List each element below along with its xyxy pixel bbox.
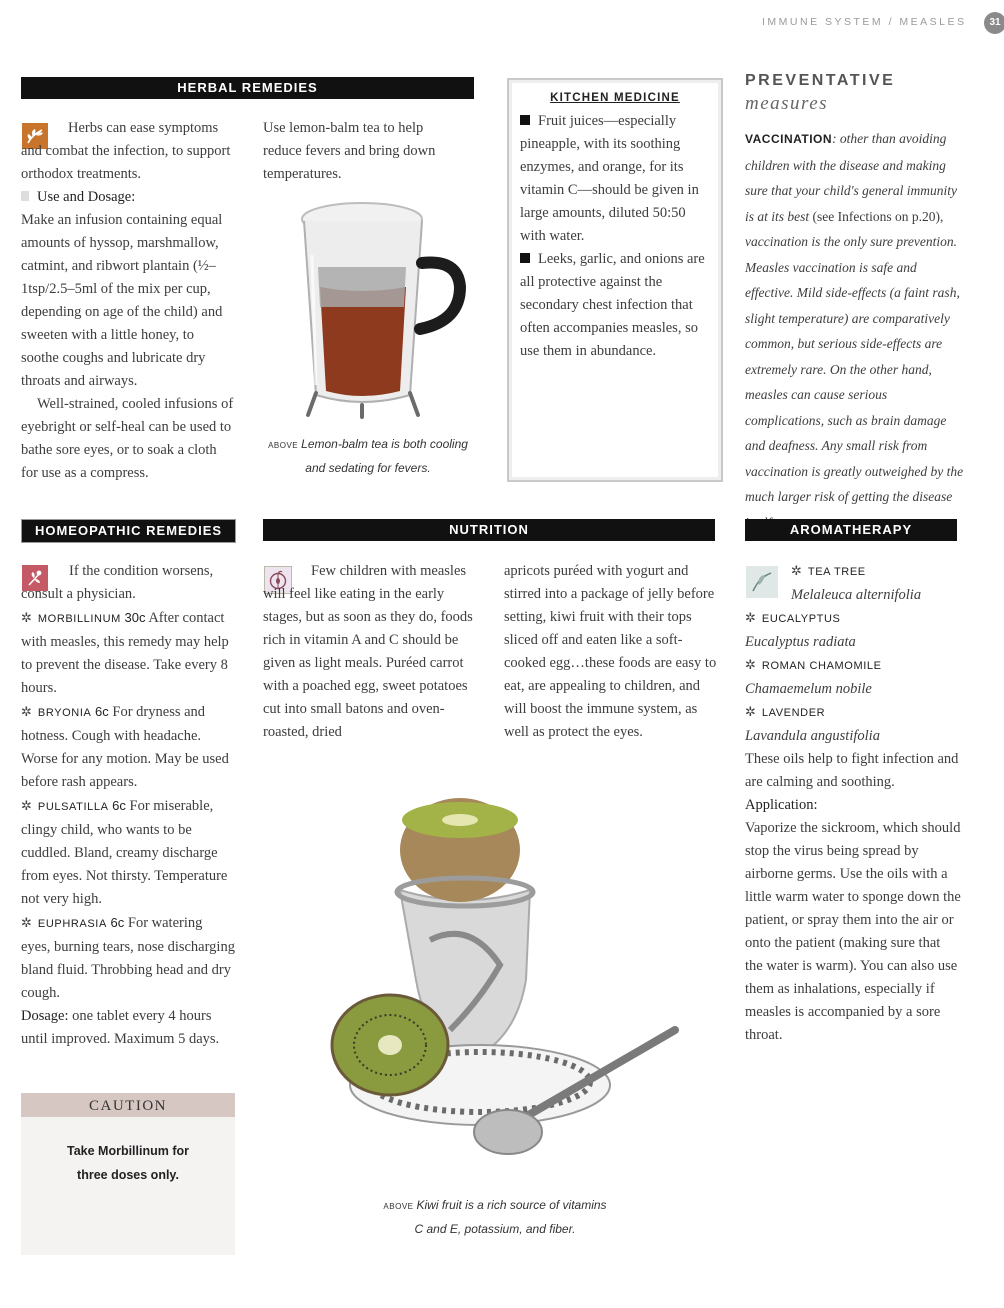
homeopathic-intro: If the condition worsens, consult a physician. (21, 563, 214, 602)
oil-lavender (745, 701, 961, 725)
remedy-pulsatilla-potency: 6c (112, 798, 126, 813)
vaccination-label: VACCINATION (745, 132, 833, 146)
remedy-pulsatilla (21, 794, 235, 911)
tea-caption-text: Lemon-balm tea is both cooling and sedating for fevers. (301, 437, 468, 475)
oil-roman-chamomile (745, 654, 961, 678)
dosage-label: Dosage: (21, 1008, 69, 1024)
nutrition-column-1: Few children with measles will feel like eating in the early stages, but as soon as they do, foods rich in vitamin A and C should be given as light meals. Puréed carrot with a poached egg, sweet potatoes cut into small batons and oven-roasted, dried (263, 563, 473, 740)
herbal-intro: Herbs can ease symptoms and combat the infection, to support orthodox treatments. (21, 120, 231, 182)
nutrition-heading: NUTRITION (263, 519, 715, 541)
remedy-bullet-icon: ✲ (21, 705, 32, 720)
preventative-subtitle: measures (745, 93, 829, 114)
oil-roman-chamomile-latin: Chamaemelum nobile (745, 681, 872, 697)
oil-eucalyptus-latin: Eucalyptus radiata (745, 634, 856, 650)
square-bullet-icon (520, 115, 530, 125)
oil-eucalyptus (745, 607, 961, 631)
caution-text: Take Morbillinum for three doses only. (67, 1144, 189, 1182)
lemon-balm-text: Use lemon-balm tea to help reduce fevers and bring down temperatures. (263, 120, 436, 182)
homeopathic-remedies-heading: HOMEOPATHIC REMEDIES (21, 519, 236, 543)
remedy-bullet-icon: ✲ (21, 799, 32, 814)
kitchen-item-leeks (520, 248, 706, 363)
kiwi-caption-label: ABOVE (383, 1202, 414, 1211)
oil-roman-chamomile-name: ROMAN CHAMOMILE (761, 660, 882, 672)
remedy-bullet-icon: ✲ (21, 611, 32, 626)
application-text: Vaporize the sickroom, which should stop the virus being spread by airborne germs. Use the oils with a little warm water to sponge down the patient, or spray them into the air or onto the patient (making sure that the water is warm). You can also use them as inhalations, especially if measles is accompanied by a sore throat. (745, 820, 961, 1043)
remedy-pulsatilla-text: For miserable, clingy child, who wants to be cuddled. Bland, creamy discharge from eyes. Not thirsty. Temperature not very high. (21, 798, 228, 907)
remedy-euphrasia-potency: 6c (110, 915, 125, 930)
lemon-balm-tea-image (290, 195, 470, 425)
kitchen-medicine-heading: KITCHEN MEDICINE (550, 92, 680, 104)
herbal-infusion-text: Make an infusion containing equal amounts of hyssop, marshmallow, catmint, and ribwort plantain (½–1tsp/2.5–5ml of the mix per cup, depending on age of the child) and sweeten with a little honey, to soothe coughs and lubricate dry throats and airways. (21, 212, 223, 389)
oil-bullet-icon: ✲ (745, 658, 756, 673)
remedy-morbillinum (21, 606, 235, 700)
remedy-bryonia-name: BRYONIA (37, 707, 92, 719)
oil-tea-tree-latin: Melaleuca alternifolia (791, 587, 922, 603)
remedy-morbillinum-name: MORBILLINUM (37, 613, 121, 625)
oil-bullet-icon: ✲ (745, 611, 756, 626)
caution-band (21, 1093, 235, 1117)
page-number: 31 (989, 17, 1001, 28)
kitchen-item-fruit (520, 110, 706, 248)
oil-bullet-icon: ✲ (745, 705, 756, 720)
nutrition-column-2: apricots puréed with yogurt and stirred into a package of jelly before setting, kiwi fruit with their tops sliced off and eaten like a soft-cooked egg…these foods are easy to eat, are appealing to children, and will boost the immune system, as well as protect the eyes. (504, 563, 717, 740)
remedy-bullet-icon: ✲ (21, 916, 32, 931)
remedy-morbillinum-text: After contact with measles, this remedy may help to prevent the disease. Take every 8 hours. (21, 610, 229, 696)
square-bullet-icon (520, 253, 530, 263)
tea-caption (263, 433, 473, 479)
remedy-bryonia-potency: 6c (95, 704, 109, 719)
oil-bullet-icon: ✲ (791, 564, 802, 579)
remedy-bryonia (21, 700, 235, 794)
use-dosage-label (21, 186, 235, 209)
remedy-bryonia-text: For dryness and hotness. Cough with headache. Worse for any motion. May be used before rash appears. (21, 704, 229, 790)
vaccination-text-2: (see Infections on p.20), (812, 208, 944, 224)
oil-eucalyptus-name: EUCALYPTUS (761, 613, 841, 625)
aromatherapy-heading: AROMATHERAPY (745, 519, 957, 541)
running-title: IMMUNE SYSTEM / MEASLES (762, 16, 967, 28)
remedy-morbillinum-potency: 30c (124, 610, 146, 625)
vaccination-text-1: : other than avoiding children with the disease and making sure that your child's general immunity is at its best (745, 131, 957, 224)
vaccination-text-3: vaccination is the only sure prevention. Measles vaccination is safe and effective. Mild side-effects (a faint rash, slight temperature) are comparatively common, but serious side-effects are extremely rare. On the other hand, measles can cause serious complications, such as brain damage and deafness. Any small risk from vaccination is greatly outweighed by the much larger risk of getting the disease (745, 234, 964, 504)
kitchen-item-fruit-text: Fruit juices—especially pineapple, with its soothing enzymes, and orange, for its vitamin C—should be given in large amounts, diluted 50:50 with water. (520, 113, 699, 244)
remedy-pulsatilla-name: PULSATILLA (37, 801, 109, 813)
aroma-oils-text: These oils help to fight infection and are calming and soothing. (745, 751, 959, 790)
kiwi-caption-text: Kiwi fruit is a rich source of vitamins C and E, potassium, and fiber. (414, 1198, 607, 1236)
dosage-text: one tablet every 4 hours until improved. Maximum 5 days. (21, 1008, 220, 1047)
kiwi-caption (380, 1194, 610, 1240)
tea-caption-label: ABOVE (268, 441, 299, 450)
kitchen-item-leeks-text: Leeks, garlic, and onions are all protective against the secondary chest infection that often accompanies measles, so use them in abundance. (520, 251, 705, 359)
oil-tea-tree-name: TEA TREE (807, 566, 866, 578)
vaccination-paragraph (745, 126, 967, 535)
remedy-euphrasia-text: For watering eyes, burning tears, nose discharging bland fluid. Throbbing head and dry cough. (21, 915, 235, 1001)
application-label: Application: (745, 797, 818, 813)
remedy-euphrasia-name: EUPHRASIA (37, 918, 107, 930)
caution-title: CAUTION (89, 1098, 167, 1114)
oil-lavender-name: LAVENDER (761, 707, 826, 719)
oil-lavender-latin: Lavandula angustifolia (745, 728, 880, 744)
kiwi-egg-cup-image (330, 790, 690, 1180)
use-dosage-text: Use and Dosage: (37, 189, 136, 205)
page-number-badge (984, 12, 1004, 34)
leaf-bullet-icon (21, 191, 29, 201)
oil-tea-tree (745, 560, 961, 584)
remedy-euphrasia (21, 911, 235, 1005)
caution-box (21, 1093, 235, 1255)
homeopathic-dosage (21, 1005, 235, 1051)
herbal-remedies-heading: HERBAL REMEDIES (21, 77, 474, 99)
preventative-title: PREVENTATIVE (745, 72, 896, 89)
herbal-eyebright-text: Well-strained, cooled infusions of eyebright or self-heal can be used to bathe sore eyes, or to soak a cloth for use as a compress. (21, 396, 234, 481)
